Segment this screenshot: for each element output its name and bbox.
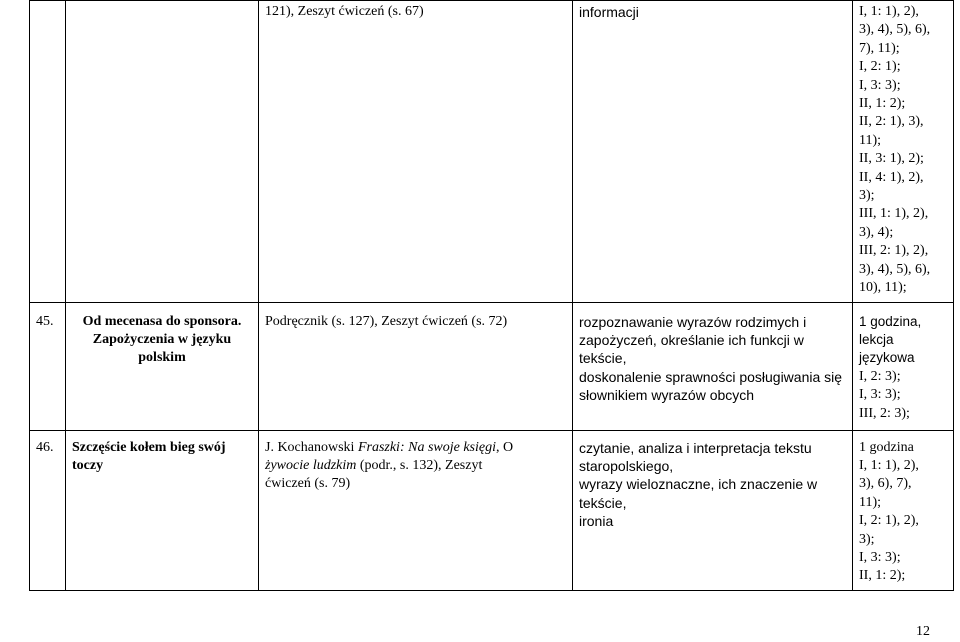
work-title: żywocie ludzkim — [265, 457, 357, 473]
lesson-plan-table — [29, 0, 954, 591]
materials-text: (podr., s. 132), Zeszyt — [356, 457, 483, 473]
materials-line: ćwiczeń (s. 79) — [265, 476, 351, 492]
requirement-line: lekcja — [859, 331, 894, 347]
table-row — [30, 430, 954, 590]
requirement-line: II, 1: 2); — [859, 96, 906, 112]
requirement-line: III, 2: 1), 2), — [859, 243, 929, 259]
goals-line: słownikiem wyrazów obcych — [579, 387, 755, 404]
materials-line — [265, 439, 566, 457]
requirement-line: II, 1: 2); — [859, 568, 906, 584]
requirement-line: III, 1: 1), 2), — [859, 206, 929, 222]
requirement-line: 1 godzina, — [859, 313, 922, 329]
lesson-goals — [573, 302, 853, 430]
requirement-line: 10), 11); — [859, 280, 907, 296]
requirement-line: II, 2: 1), 3), — [859, 114, 924, 130]
materials-line: Podręcznik (s. 127), Zeszyt ćwiczeń (s. 72) — [265, 313, 508, 329]
table-row — [30, 1, 954, 303]
lesson-number — [30, 1, 66, 303]
requirement-line: I, 1: 1), 2), — [859, 4, 919, 19]
lesson-requirements — [853, 302, 954, 430]
requirement-line: II, 4: 1), 2), — [859, 169, 924, 185]
page-number: 12 — [916, 624, 930, 639]
lesson-goals — [573, 1, 853, 303]
requirement-line: 3), 6), 7), — [859, 476, 912, 492]
requirement-line: III, 2: 3); — [859, 405, 910, 421]
topic-line: Szczęście kołem bieg swój — [72, 439, 226, 455]
requirement-line: II, 3: 1), 2); — [859, 151, 924, 167]
lesson-materials — [259, 430, 573, 590]
requirement-line: 3), 4), 5), 6), — [859, 261, 931, 277]
topic-line: Od mecenasa do sponsora. — [82, 313, 242, 329]
requirement-line: 3), 4); — [859, 224, 894, 240]
lesson-goals — [573, 430, 853, 590]
topic-line: toczy — [72, 457, 104, 473]
topic-line: Zapożyczenia w języku — [92, 331, 232, 347]
requirement-line: I, 2: 1); — [859, 59, 901, 75]
requirement-line: I, 2: 3); — [859, 368, 901, 384]
table-row — [30, 302, 954, 430]
requirement-line: 11); — [859, 494, 882, 510]
lesson-requirements — [853, 430, 954, 590]
requirement-line: językowa — [859, 350, 915, 366]
requirement-line: I, 3: 3); — [859, 77, 901, 93]
lesson-number: 46. — [30, 430, 66, 590]
goals-line: informacji — [579, 4, 639, 20]
materials-text: , O — [495, 439, 514, 455]
requirement-line: I, 2: 1), 2), — [859, 513, 919, 529]
goals-line: rozpoznawanie wyrazów rodzimych i — [579, 313, 807, 330]
materials-line — [265, 457, 566, 475]
requirement-line: I, 1: 1), 2), — [859, 457, 919, 473]
requirement-line: 3); — [859, 531, 875, 547]
goals-line: doskonalenie sprawności posługiwania się — [579, 368, 843, 385]
goals-line: staropolskiego, — [579, 457, 674, 474]
goals-line: wyrazy wieloznaczne, ich znaczenie w — [579, 476, 818, 493]
requirement-line: I, 3: 3); — [859, 387, 901, 403]
goals-line: ironia — [579, 513, 614, 530]
materials-line: 121), Zeszyt ćwiczeń (s. 67) — [265, 4, 424, 19]
topic-line: polskim — [138, 350, 186, 366]
lesson-materials — [259, 302, 573, 430]
requirement-line: I, 3: 3); — [859, 549, 901, 565]
lesson-topic — [66, 430, 259, 590]
lesson-materials — [259, 1, 573, 303]
goals-line: zapożyczeń, określanie ich funkcji w — [579, 331, 804, 348]
lesson-requirements — [853, 1, 954, 303]
author-name: J. Kochanowski — [265, 439, 358, 455]
requirement-line: 3); — [859, 188, 875, 204]
requirement-line: 3), 4), 5), 6), — [859, 22, 931, 38]
work-title: Fraszki: Na swoje księgi — [357, 439, 496, 455]
goals-line: czytanie, analiza i interpretacja tekstu — [579, 439, 812, 456]
lesson-topic — [66, 302, 259, 430]
lesson-number: 45. — [30, 302, 66, 430]
requirement-line: 11); — [859, 132, 882, 148]
goals-line: tekście, — [579, 350, 627, 367]
requirement-line: 7), 11); — [859, 40, 900, 56]
goals-line: tekście, — [579, 494, 627, 511]
lesson-topic — [66, 1, 259, 303]
requirement-line: 1 godzina — [859, 439, 914, 455]
